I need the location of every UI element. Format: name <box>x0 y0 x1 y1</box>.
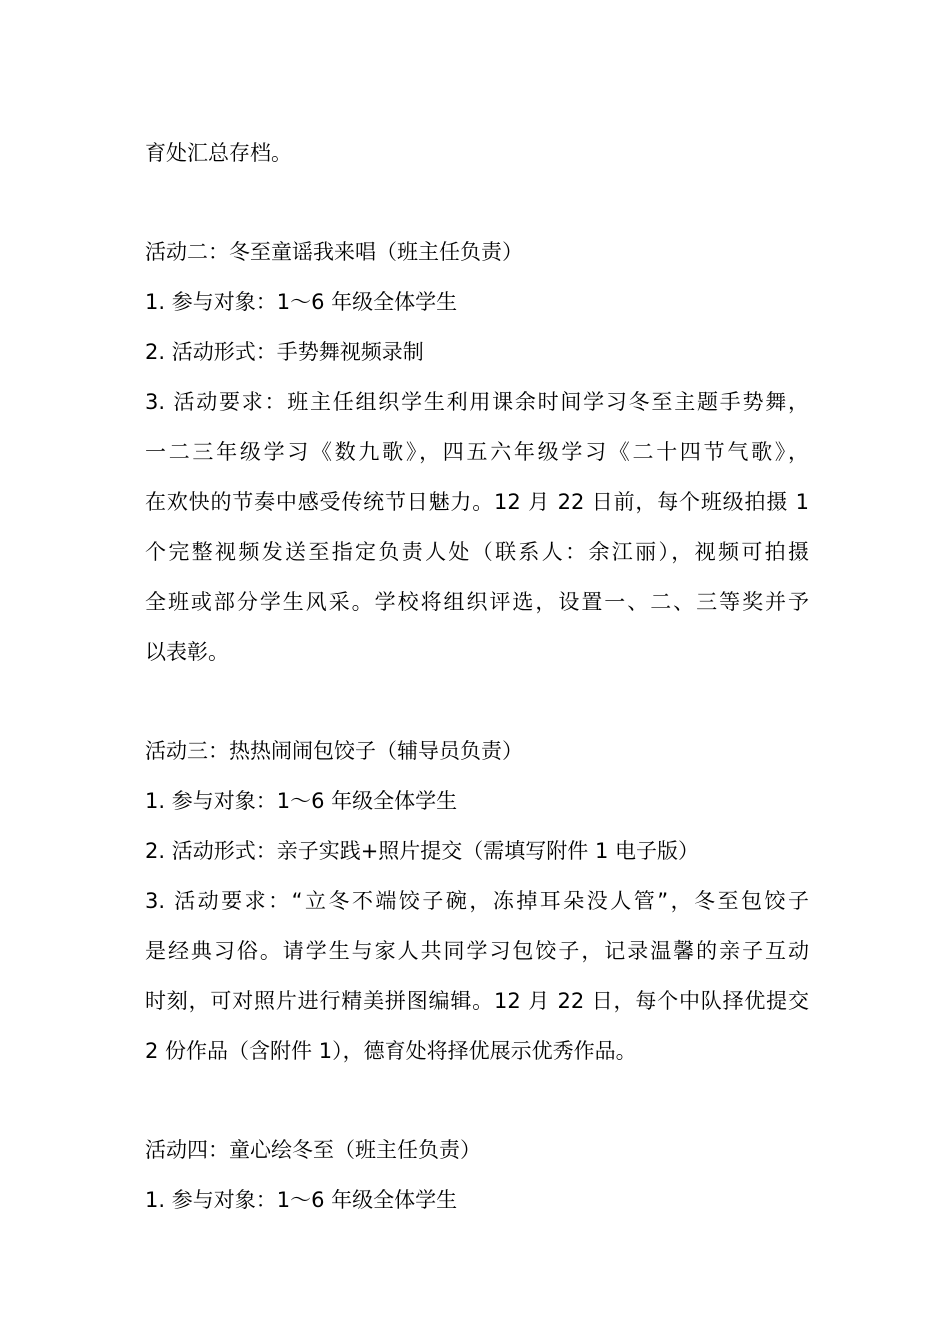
activity3-item3-line: 3. 活动要求：“立冬不端饺子碗，冻掉耳朵没人管”，冬至包饺子 <box>145 889 809 913</box>
activity2-item3-line: 全班或部分学生风采。学校将组织评选，设置一、二、三等奖并予 <box>145 590 809 614</box>
paragraph-gap <box>145 677 809 726</box>
activity4-title: 活动四：童心绘冬至（班主任负责） <box>145 1138 481 1162</box>
activity4-item1: 1. 参与对象：1～6 年级全体学生 <box>145 1188 458 1212</box>
activity2-item3-line: 一二三年级学习《数九歌》，四五六年级学习《二十四节气歌》， <box>145 440 809 464</box>
activity2-item2: 2. 活动形式：手势舞视频录制 <box>145 340 424 364</box>
document-page <box>145 128 809 1225</box>
activity3-item3-line: 2 份作品（含附件 1），德育处将择优展示优秀作品。 <box>145 1039 637 1063</box>
activity2-item1: 1. 参与对象：1～6 年级全体学生 <box>145 290 458 314</box>
paragraph-gap <box>145 1076 809 1125</box>
activity3-item3-line: 是经典习俗。请学生与家人共同学习包饺子，记录温馨的亲子互动 <box>145 939 809 963</box>
paragraph-gap <box>145 178 809 227</box>
activity3-item1: 1. 参与对象：1～6 年级全体学生 <box>145 789 458 813</box>
intro-tail-text: 育处汇总存档。 <box>145 141 292 165</box>
activity3-item2: 2. 活动形式：亲子实践+照片提交（需填写附件 1 电子版） <box>145 839 700 863</box>
activity2-item3-line: 在欢快的节奏中感受传统节日魅力。12 月 22 日前，每个班级拍摄 1 <box>145 490 809 514</box>
activity2-title: 活动二：冬至童谣我来唱（班主任负责） <box>145 240 523 264</box>
activity3-item3-line: 时刻，可对照片进行精美拼图编辑。12 月 22 日，每个中队择优提交 <box>145 989 809 1013</box>
activity3-title: 活动三：热热闹闹包饺子（辅导员负责） <box>145 739 523 763</box>
activity2-item3-line: 以表彰。 <box>145 640 229 664</box>
activity2-item3-line: 3. 活动要求：班主任组织学生利用课余时间学习冬至主题手势舞， <box>145 390 809 414</box>
activity2-item3-line: 个完整视频发送至指定负责人处（联系人：余江丽），视频可拍摄 <box>145 540 809 564</box>
